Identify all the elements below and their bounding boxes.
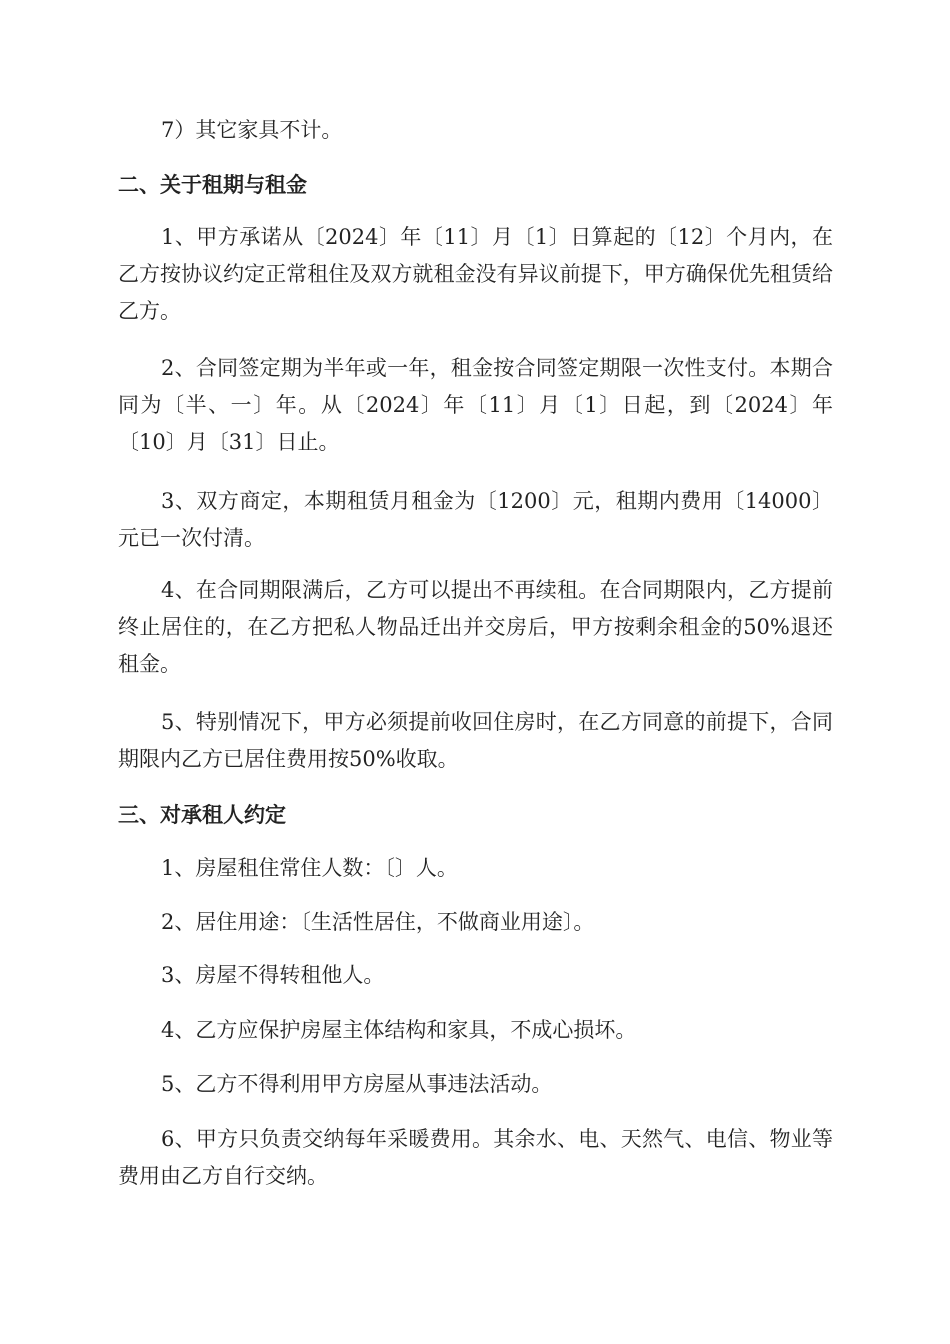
section-2-clause-1: 1、甲方承诺从〔2024〕年〔11〕月〔1〕日算起的〔12〕个月内，在乙方按协议约定正常租住及双方就租金没有异议前提下，甲方确保优先租赁给乙方。 bbox=[118, 225, 833, 323]
section-2-clause-3: 3、双方商定，本期租赁月租金为〔1200〕元，租期内费用〔14000〕元已一次付清。 bbox=[118, 489, 833, 550]
section-3-clause-6: 6、甲方只负责交纳每年采暖费用。其余水、电、天然气、电信、物业等费用由乙方自行交纳。 bbox=[118, 1127, 833, 1188]
section-2-clause-4: 4、在合同期限满后，乙方可以提出不再续租。在合同期限内，乙方提前终止居住的，在乙方把私人物品迁出并交房后，甲方按剩余租金的50%退还租金。 bbox=[118, 578, 833, 676]
section-3-clause-5: 5、乙方不得利用甲方房屋从事违法活动。 bbox=[161, 1072, 553, 1096]
section-3-title: 三、对承租人约定 bbox=[118, 802, 286, 827]
section-3-clause-4: 4、乙方应保护房屋主体结构和家具，不成心损坏。 bbox=[161, 1018, 637, 1042]
section-2-title: 二、关于租期与租金 bbox=[118, 172, 307, 197]
section-3-clause-1: 1、房屋租住常住人数：〔〕人。 bbox=[161, 856, 458, 880]
furniture-item-7: 7）其它家具不计。 bbox=[161, 118, 343, 142]
section-2-clause-2: 2、合同签定期为半年或一年，租金按合同签定期限一次性支付。本期合同为〔半、一〕年。从〔2024〕年〔11〕月〔1〕日起，到〔2024〕年〔10〕月〔31〕日止。 bbox=[118, 356, 833, 454]
section-2-clause-5: 5、特别情况下，甲方必须提前收回住房时，在乙方同意的前提下，合同期限内乙方已居住费用按50%收取。 bbox=[118, 710, 833, 771]
section-3-clause-3: 3、房屋不得转租他人。 bbox=[161, 963, 385, 987]
section-3-clause-2: 2、居住用途：〔生活性居住，不做商业用途〕。 bbox=[161, 910, 595, 934]
